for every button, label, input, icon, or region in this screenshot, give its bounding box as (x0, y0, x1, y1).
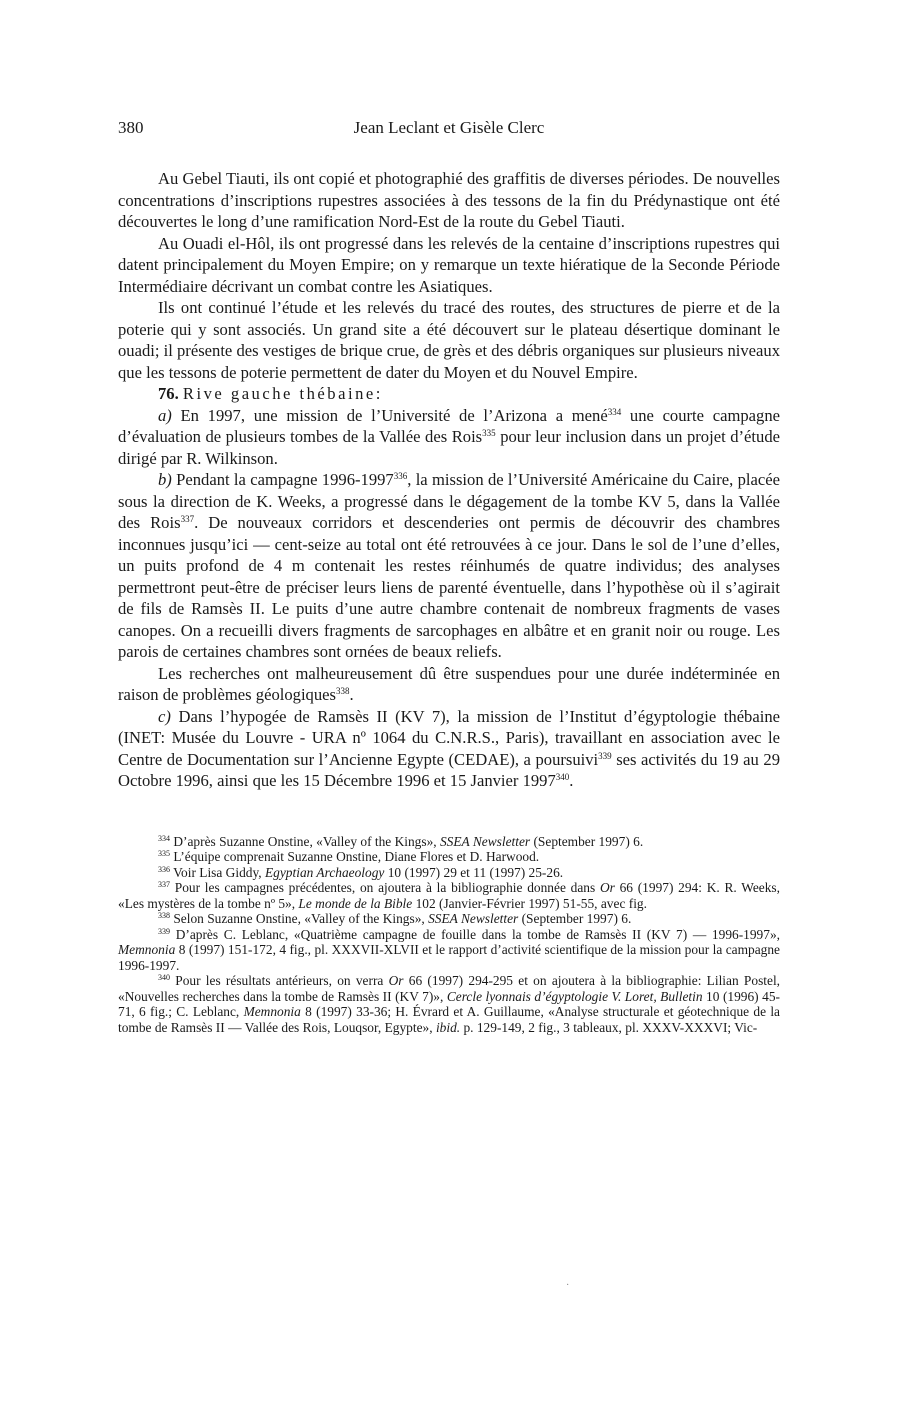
text-run: Les recherches ont malheureusement dû être suspendues pour une durée indéterminée en raison de problèmes géologiques (118, 663, 780, 704)
text-run: 66 (1997) 294: K. R. Weeks, «Les mystères de la tombe nº 5», (118, 880, 780, 911)
text-run: 10 (1996) 45-71, 6 fig.; C. Leblanc, (118, 988, 780, 1019)
note-ref[interactable]: 335 (482, 428, 496, 438)
text-run: En 1997, une mission de l’Université de l’Arizona a mené (171, 405, 608, 425)
item-label: a) (158, 405, 172, 425)
running-title: Jean Leclant et Gisèle Clerc (353, 118, 545, 137)
note-ref[interactable]: 340 (555, 772, 570, 782)
footnote-number: 340 (158, 973, 170, 982)
paragraph-b (118, 469, 780, 663)
footnote-338 (118, 911, 780, 927)
text-run: 8 (1997) 151-172, 4 fig., pl. XXXVII-XLVII et le rapport d’activité scientifique de la mission pour la campagne 1996-1997. (118, 942, 780, 973)
note-ref[interactable]: 337 (180, 514, 195, 524)
footnote-335 (118, 849, 780, 865)
text-run: 102 (Janvier-Février 1997) 51-55, avec fig. (412, 895, 647, 911)
footnote-number: 334 (158, 833, 170, 843)
footnotes (118, 834, 780, 1036)
text-run: (September 1997) 6. (518, 911, 632, 926)
italic-title: Memnonia (118, 942, 176, 957)
text-run: Pour les résultats antérieurs, on verra (170, 973, 389, 988)
paragraph-a (118, 405, 780, 470)
italic-title: Memnonia (243, 1004, 301, 1019)
text-run: 10 (1997) 29 et 11 (1997) 25-26. (384, 864, 564, 880)
text-run: D’après C. Leblanc, «Quatrième campagne de fouille dans la tombe de Ramsès II (KV 7) — 1996-1997», (170, 926, 780, 942)
text-run: p. 129-149, 2 fig., 3 tableaux, pl. XXXV-XXXVI; Vic- (460, 1019, 758, 1035)
footnote-340 (118, 973, 780, 1035)
footnote-336 (118, 865, 780, 881)
text-run: , la mission de l’Université Américaine du Caire, placée sous la direction de K. Weeks, a progressé dans le dégagement de la tombe KV 5, dans la Vallée des Rois (118, 470, 780, 532)
scan-speck: · (566, 1280, 570, 1291)
italic-title: Le monde de la Bible (298, 895, 413, 911)
text-run: Pendant la campagne 1996-1997 (171, 470, 394, 489)
text-run: L’équipe comprenait Suzanne Onstine, Diane Flores et D. Harwood. (170, 849, 540, 864)
main-text (118, 168, 780, 792)
item-label: c) (158, 706, 171, 726)
text-run: 8 (1997) 33-36; H. Évrard et A. Guillaume, «Analyse structurale et géotechnique de la tombe de Ramsès II — Vallée des Rois, Louqsor, Egypte», (118, 1004, 780, 1035)
paragraph-b-continued (118, 663, 780, 706)
page-number: 380 (118, 118, 144, 137)
text-run: . De nouveaux corridors et descenderies ont permis de découvrir des chambres inconnues jusqu’ici — cent-seize au total ont été retrouvées à ce jour. Dans le sol de l’une d’elles, un puits profond de 4 m contenait les restes réinhumés de quatre individus; des analyses permettront peut-être de préciser leurs liens de parenté éventuelle, dans l’hypothèse où il s’agirait de fils de Ramsès II. Le puits d’une autre chambre contenait de nombreux fragments de vases canopes. On a recueilli divers fragments de sarcophages en albâtre et en granit noir ou rouge. Les parois de certaines chambres sont ornées de beaux reliefs. (118, 513, 781, 661)
footnote-337 (118, 880, 780, 911)
page-header (118, 118, 780, 142)
text-run: ses activités du 19 au 29 Octobre 1996, ainsi que les 15 Décembre 1996 et 15 Janvier 1997 (118, 749, 780, 790)
note-ref[interactable]: 339 (598, 750, 612, 761)
text-run: pour leur inclusion dans un projet d’étude dirigé par R. Wilkinson. (118, 427, 780, 468)
footnote-number: 339 (158, 926, 170, 936)
text-run: Dans l’hypogée de Ramsès II (KV 7), la mission de l’Institut d’égyptologie thébaine (INET: Musée du Louvre - URA nº 1064 du C.N.R.S., Paris), travaillant en association avec le Centre de Documentation sur l’Ancienne Egypte (CEDAE), a poursuivi (118, 706, 780, 769)
paragraph: Au Ouadi el-Hôl, ils ont progressé dans les relevés de la centaine d’inscriptions rupestres qui datent principalement du Moyen Empire; on y remarque un texte hiératique de la Seconde Période Intermédiaire décrivant un combat contre les Asiatiques. (118, 233, 780, 296)
text-run: (September 1997) 6. (530, 833, 644, 849)
text-run: Pour les campagnes précédentes, on ajoutera à la bibliographie donnée dans (170, 880, 600, 895)
footnote-339 (118, 927, 780, 974)
paragraph-c (118, 706, 780, 792)
text-run: . (569, 771, 574, 790)
page-content (118, 118, 780, 1035)
note-ref[interactable]: 336 (393, 471, 408, 481)
paragraph: Au Gebel Tiauti, ils ont copié et photographié des graffitis de diverses périodes. De nouvelles concentrations d’inscriptions rupestres associées à des tessons de la fin du Prédynastique ont été découvertes le long d’une ramification Nord-Est de la route du Gebel Tiauti. (118, 169, 780, 231)
text-run: 66 (1997) 294-295 et on ajoutera à la bibliographie: Lilian Postel, «Nouvelles recherches dans la tombe de Ramsès II (KV 7)», (118, 973, 781, 1004)
italic-title: SSEA Newsletter (439, 833, 531, 849)
italic-title: Cercle lyonnais d’égyptologie V. Loret, Bulletin (446, 988, 703, 1004)
paragraph: Ils ont continué l’étude et les relevés du tracé des routes, des structures de pierre et de la poterie qui y sont associés. Un grand site a été découvert sur le plateau désertique dominant le ouadi; il présente des vestiges de brique crue, de grès et des débris organiques sur plusieurs niveaux que les tessons de poterie permettent de dater du Moyen et du Nouvel Empire. (118, 298, 780, 382)
note-ref[interactable]: 338 (335, 686, 350, 696)
item-label: b) (158, 470, 172, 489)
text-run: D’après Suzanne Onstine, «Valley of the Kings», (170, 833, 440, 849)
italic-title: Or (388, 973, 404, 988)
text-run: Voir Lisa Giddy, (170, 864, 265, 880)
text-run: Selon Suzanne Onstine, «Valley of the Kings», (170, 911, 429, 926)
footnote-number: 338 (158, 911, 170, 920)
note-ref[interactable]: 334 (607, 406, 622, 417)
section-heading (118, 383, 780, 405)
italic-title: Egyptian Archaeology (264, 864, 385, 880)
footnote-number: 336 (158, 864, 170, 874)
footnote-number: 337 (158, 880, 170, 889)
section-title: Rive gauche thébaine: (182, 384, 383, 403)
italic-title: SSEA Newsletter (428, 911, 519, 926)
footnote-334 (118, 834, 780, 850)
italic-title: Or (599, 880, 615, 895)
text-run: une courte campagne d’évaluation de plusieurs tombes de la Vallée des Rois (118, 405, 780, 446)
footnote-number: 335 (158, 849, 170, 858)
italic-title: ibid. (435, 1019, 461, 1035)
text-run: . (349, 685, 354, 704)
section-number: 76. (158, 384, 179, 403)
